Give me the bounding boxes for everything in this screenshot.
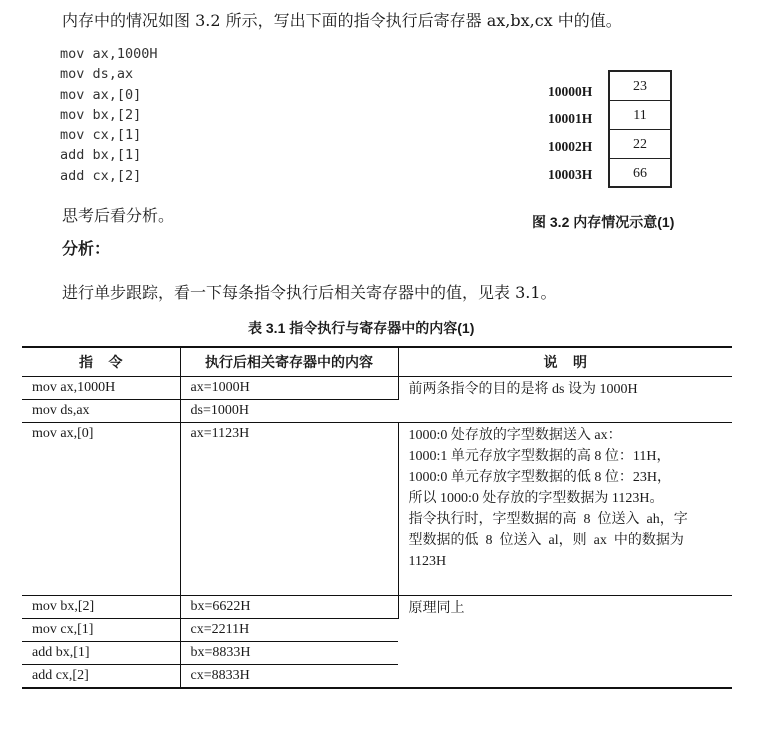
analysis-heading: 分析：	[62, 239, 111, 258]
table-row	[22, 596, 732, 619]
memory-address: 10000H	[548, 84, 593, 99]
register-cell: ax=1123H	[180, 423, 398, 596]
register-cell: cx=2211H	[180, 619, 398, 642]
code-line: mov ax,1000H	[60, 46, 158, 62]
problem-intro: 内存中的情况如图 3.2 所示，写出下面的指令执行后寄存器 ax,bx,cx 中的值。	[62, 11, 622, 30]
note-line: 1123H	[408, 554, 447, 569]
table-row	[22, 423, 732, 596]
header-registers: 执行后相关寄存器中的内容	[180, 347, 398, 377]
header-instruction: 指 令	[22, 347, 180, 377]
table-caption: 表 3.1 指令执行与寄存器中的内容(1)	[248, 320, 475, 336]
think-prompt: 思考后看分析。	[62, 206, 175, 225]
memory-cell: 22	[610, 130, 670, 159]
memory-cell: 66	[633, 166, 647, 181]
memory-address: 10003H	[548, 167, 593, 182]
register-cell: ax=1000H	[180, 377, 398, 400]
note-line: 1000:0 单元存放字型数据的低 8 位：23H，	[408, 470, 671, 485]
instruction-cell: mov ax,1000H	[22, 377, 180, 400]
note-line: 1000:1 单元存放字型数据的高 8 位：11H，	[408, 449, 671, 464]
register-cell: bx=8833H	[180, 642, 398, 665]
note-line: 型数据的低 8 位送入 al，则 ax 中的数据为	[408, 533, 684, 548]
memory-cell: 23	[610, 72, 670, 101]
memory-address: 10002H	[548, 139, 593, 154]
memory-cell: 11	[610, 101, 670, 130]
note-cell	[398, 423, 732, 596]
register-cell: bx=6622H	[180, 596, 398, 619]
register-cell: cx=8833H	[180, 665, 398, 689]
instruction-table	[22, 346, 732, 689]
note-line: 所以 1000:0 处存放的字型数据为 1123H。	[408, 491, 664, 506]
instruction-cell: add cx,[2]	[22, 665, 180, 689]
code-listing	[60, 44, 158, 186]
register-cell: ds=1000H	[180, 400, 398, 423]
code-line: add cx,[2]	[60, 167, 142, 184]
table-header-row	[22, 347, 732, 377]
instruction-cell: add bx,[1]	[22, 642, 180, 665]
code-line: mov bx,[2]	[60, 106, 142, 123]
memory-address: 10001H	[548, 111, 593, 126]
code-line: add bx,[1]	[60, 147, 142, 164]
code-line: mov ds,ax	[60, 66, 134, 83]
note-line: 指令执行时，字型数据的高 8 位送入 ah，字	[408, 512, 688, 527]
instruction-cell: mov ax,[0]	[22, 423, 180, 596]
table-row	[22, 377, 732, 400]
note-cell: 前两条指令的目的是将 ds 设为 1000H	[398, 377, 732, 423]
note-cell: 原理同上	[398, 596, 732, 689]
memory-cells	[608, 70, 672, 188]
trace-text: 进行单步跟踪，看一下每条指令执行后相关寄存器中的值，见表 3.1。	[62, 283, 557, 302]
code-line: mov ax,[0]	[60, 86, 142, 103]
instruction-cell: mov bx,[2]	[22, 596, 180, 619]
instruction-cell: mov cx,[1]	[22, 619, 180, 642]
note-line: 1000:0 处存放的字型数据送入 ax：	[408, 428, 622, 443]
memory-caption: 图 3.2 内存情况示意(1)	[532, 214, 675, 230]
header-notes: 说 明	[398, 347, 732, 377]
instruction-cell: mov ds,ax	[22, 400, 180, 423]
code-line: mov cx,[1]	[60, 127, 142, 144]
